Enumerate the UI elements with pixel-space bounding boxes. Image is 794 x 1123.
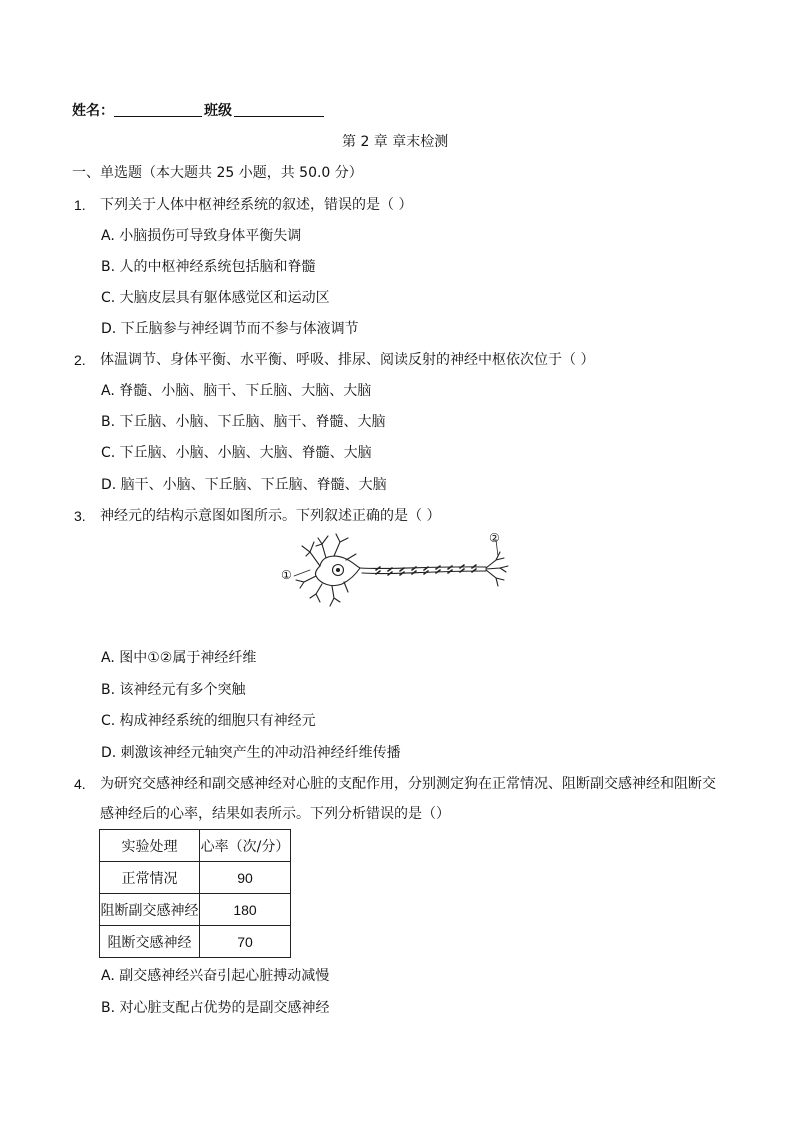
question-number: 2.: [74, 352, 86, 368]
heart-rate-table: [99, 829, 291, 958]
table-row: [100, 894, 291, 926]
name-label: 姓名：: [72, 103, 114, 119]
option-d: D. 脑干、小脑、下丘脑、下丘脑、脊髓、大脑: [101, 477, 387, 493]
option-c: C. 下丘脑、小脑、小脑、大脑、脊髓、大脑: [101, 445, 372, 461]
option-c: C. 构成神经系统的细胞只有神经元: [101, 713, 316, 729]
option-d: D. 下丘脑参与神经调节而不参与体液调节: [101, 321, 359, 337]
option-b: B. 下丘脑、小脑、下丘脑、脑干、脊髓、大脑: [101, 414, 386, 430]
option-a: A. 脊髓、小脑、脑干、下丘脑、大脑、大脑: [101, 383, 372, 399]
option-a: A. 小脑损伤可导致身体平衡失调: [101, 228, 302, 244]
option-b: B. 人的中枢神经系统包括脑和脊髓: [101, 259, 316, 275]
question-stem: 体温调节、身体平衡、水平衡、呼吸、排尿、阅读反射的神经中枢依次位于（ ）: [100, 352, 595, 368]
figure-label-2: ②: [489, 531, 500, 545]
class-label: 班级: [204, 103, 232, 119]
option-d: D. 刺激该神经元轴突产生的冲动沿神经纤维传播: [101, 745, 401, 761]
option-b: B. 对心脏支配占优势的是副交感神经: [101, 1000, 330, 1016]
table-header-row: [100, 830, 291, 862]
page-title: 第 2 章 章末检测: [342, 134, 449, 150]
question-stem: 神经元的结构示意图如图所示。下列叙述正确的是（ ）: [100, 508, 441, 524]
table-cell: 70: [200, 926, 291, 958]
question-number: 4.: [74, 776, 86, 792]
option-a: A. 图中①②属于神经纤维: [101, 650, 257, 666]
question-number: 3.: [74, 508, 86, 524]
section-heading: 一、单选题（本大题共 25 小题，共 50.0 分）: [72, 165, 363, 181]
table-cell: 阻断交感神经: [100, 926, 200, 958]
class-blank[interactable]: [234, 102, 324, 122]
name-blank[interactable]: [114, 102, 202, 122]
table-row: [100, 926, 291, 958]
table-cell: 阻断副交感神经: [100, 894, 200, 926]
table-header-cell: 实验处理: [100, 830, 200, 862]
figure-label-1: ①: [281, 568, 292, 582]
neuron-diagram: [276, 530, 516, 610]
table-cell: 90: [200, 862, 291, 894]
question-stem: 下列关于人体中枢神经系统的叙述，错误的是（ ）: [100, 197, 413, 213]
table-header-cell: 心率（次/分）: [200, 830, 291, 862]
table-cell: 正常情况: [100, 862, 200, 894]
question-number: 1.: [74, 197, 86, 213]
option-a: A. 副交感神经兴奋引起心脏搏动减慢: [101, 968, 330, 984]
table-cell: 180: [200, 894, 291, 926]
table-row: [100, 862, 291, 894]
question-stem-line-1: 为研究交感神经和副交感神经对心脏的支配作用，分别测定狗在正常情况、阻断副交感神经和阻断交: [100, 776, 716, 792]
option-b: B. 该神经元有多个突触: [101, 682, 246, 698]
question-stem-line-2: 感神经后的心率，结果如表所示。下列分析错误的是（）: [100, 806, 450, 822]
option-c: C. 大脑皮层具有躯体感觉区和运动区: [101, 290, 330, 306]
